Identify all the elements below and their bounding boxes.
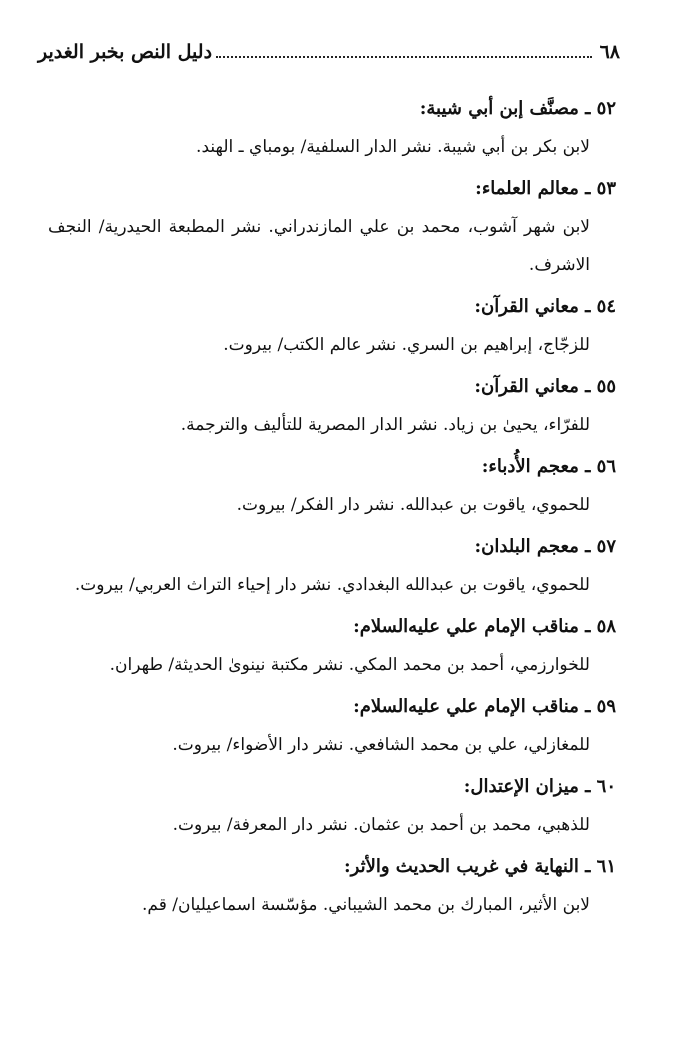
bibliography-list <box>48 90 616 928</box>
page-number: ٦٨ <box>599 41 620 63</box>
running-title: دليل النص بخبر الغدير <box>38 41 213 63</box>
entry-heading: ٥٩ ـ مناقب الإمام علي عليه‌السلام: <box>353 696 616 717</box>
entry-body: للخوارزمي، أحمد بن محمد المكي. نشر مكتبة نينوىٰ الحديثة/ طهران. <box>109 655 590 675</box>
entry-heading: ٥٤ ـ معاني القرآن: <box>474 296 616 317</box>
entry-heading: ٥٥ ـ معاني القرآن: <box>474 376 616 397</box>
entry-body: للذهبي، محمد بن أحمد بن عثمان. نشر دار المعرفة/ بيروت. <box>172 815 590 835</box>
entry-body: للمغازلي، علي بن محمد الشافعي. نشر دار الأضواء/ بيروت. <box>172 735 590 755</box>
bibliography-entry <box>48 528 616 604</box>
entry-heading: ٦١ ـ النهاية في غريب الحديث والأثر: <box>344 856 616 877</box>
bibliography-entry <box>48 768 616 844</box>
entry-body: لابن الأثير، المبارك بن محمد الشيباني. مؤسّسة اسماعيليان/ قم. <box>142 895 590 915</box>
bibliography-entry <box>48 288 616 364</box>
bibliography-entry <box>48 448 616 524</box>
header-dot-leader <box>216 46 592 58</box>
bibliography-entry <box>48 90 616 166</box>
entry-heading: ٥٢ ـ مصنَّف إبن أبي شيبة: <box>419 98 616 119</box>
entry-heading: ٦٠ ـ ميزان الإعتدال: <box>463 776 616 797</box>
entry-heading: ٥٣ ـ معالم العلماء: <box>475 178 616 199</box>
running-header <box>38 36 620 68</box>
bibliography-entry <box>48 608 616 684</box>
entry-heading: ٥٨ ـ مناقب الإمام علي عليه‌السلام: <box>353 616 616 637</box>
entry-body: لابن شهر آشوب، محمد بن علي المازندراني. نشر المطبعة الحيدرية/ النجف الاشرف. <box>48 217 590 275</box>
entry-heading: ٥٦ ـ معجم الأُدباء: <box>481 456 616 477</box>
entry-body: للزجّاج، إبراهيم بن السري. نشر عالم الكتب/ بيروت. <box>223 335 590 355</box>
entry-heading: ٥٧ ـ معجم البلدان: <box>474 536 616 557</box>
entry-body: للحموي، ياقوت بن عبدالله البغدادي. نشر دار إحياء التراث العربي/ بيروت. <box>74 575 590 595</box>
entry-body: لابن بكر بن أبي شيبة. نشر الدار السلفية/ بومباي ـ الهند. <box>196 137 590 157</box>
entry-body: للحموي، ياقوت بن عبدالله. نشر دار الفكر/ بيروت. <box>236 495 590 515</box>
bibliography-entry <box>48 848 616 924</box>
bibliography-entry <box>48 368 616 444</box>
bibliography-entry <box>48 170 616 284</box>
bibliography-entry <box>48 688 616 764</box>
entry-body: للفرّاء، يحيىٰ بن زياد. نشر الدار المصرية للتأليف والترجمة. <box>180 415 590 435</box>
